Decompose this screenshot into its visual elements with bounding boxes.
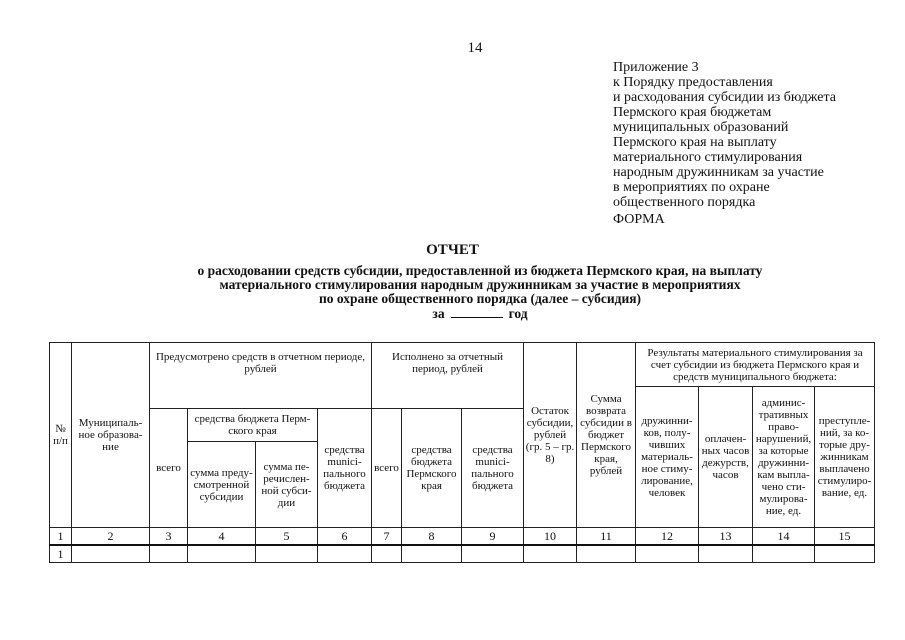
header-results-crimes: преступле-ний, за ко-торые дру-жинникам выплачено стимулиро-вание, ед. <box>815 387 875 528</box>
column-number: 2 <box>72 528 150 546</box>
table-cell[interactable] <box>318 545 372 563</box>
report-table <box>49 342 875 563</box>
header-results-people: дружинни-ков, полу-чивших материаль-ное стиму-лирование, человек <box>636 387 699 528</box>
appendix-line: Пермского края бюджетам <box>613 105 772 120</box>
table-cell[interactable] <box>256 545 318 563</box>
table-row <box>50 545 875 563</box>
period-prefix: за <box>432 306 445 321</box>
column-number: 14 <box>753 528 815 546</box>
form-label: ФОРМА <box>613 212 665 227</box>
table-cell: 1 <box>50 545 72 563</box>
document-subtitle <box>140 264 820 321</box>
appendix-line: общественного порядка <box>613 195 756 210</box>
header-planned-regional-group: средства бюджета Перм-ского края <box>188 409 317 442</box>
period-suffix: год <box>508 306 528 321</box>
header-refund: Сумма возврата субсидии в бюджет Пермского края, рублей <box>577 343 636 528</box>
header-number: № п/п <box>50 343 72 528</box>
appendix-line: Приложение 3 <box>613 60 699 75</box>
column-number: 8 <box>402 528 462 546</box>
table-cell[interactable] <box>188 545 256 563</box>
header-executed-regional: средства бюджета Пермского края <box>402 409 462 528</box>
header-planned-regional-split <box>188 442 317 527</box>
subtitle-line: по охране общественного порядка (далее – субсидия) <box>318 291 642 306</box>
column-number-row <box>50 528 875 546</box>
header-planned-regional-transferred: сумма пе-речислен-ной субси-дии <box>261 460 312 509</box>
table-cell[interactable] <box>815 545 875 563</box>
appendix-line: муниципальных образований <box>613 120 789 135</box>
subtitle-line: о расходовании средств субсидии, предоставленной из бюджета Пермского края, на выплату <box>197 263 763 278</box>
header-executed-group: Исполнено за отчетный период, рублей <box>372 343 524 409</box>
header-municipality: Муниципаль-ное образова-ние <box>72 343 150 528</box>
header-planned-municipal: средства munici-пального бюджета <box>318 409 372 528</box>
appendix-line: в мероприятиях по охране <box>613 180 770 195</box>
column-number: 11 <box>577 528 636 546</box>
header-executed-municipal: средства munici-пального бюджета <box>462 409 524 528</box>
header-results-group: Результаты материального стимулирования за счет субсидии из бюджета Пермского края и средств муниципального бюджета: <box>636 343 875 387</box>
table-cell[interactable] <box>636 545 699 563</box>
header-executed-total: всего <box>372 409 402 528</box>
appendix-line: народным дружинникам за участие <box>613 165 824 180</box>
header-planned-group: Предусмотрено средств в отчетном периоде, рублей <box>150 343 372 409</box>
header-planned-regional-cell <box>188 409 318 528</box>
column-number: 10 <box>524 528 577 546</box>
header-results-hours: оплачен-ных часов дежурств, часов <box>699 387 753 528</box>
page-number: 14 <box>467 40 483 56</box>
column-number: 3 <box>150 528 188 546</box>
appendix-block <box>613 60 903 210</box>
column-number: 1 <box>50 528 72 546</box>
column-number: 13 <box>699 528 753 546</box>
table-cell[interactable] <box>372 545 402 563</box>
column-number: 6 <box>318 528 372 546</box>
period-blank[interactable] <box>451 306 503 318</box>
column-number: 12 <box>636 528 699 546</box>
table-cell[interactable] <box>462 545 524 563</box>
appendix-line: и расходования субсидии из бюджета <box>613 90 836 105</box>
header-results-admin: админис-тративных право-нарушений, за которые дружинни-кам выпла-чено сти-мулирова-ние, ед. <box>753 387 815 528</box>
appendix-line: материального стимулирования <box>613 150 803 165</box>
header-balance: Остаток субсидии, рублей (гр. 5 – гр. 8) <box>524 343 577 528</box>
appendix-line: Пермского края на выплату <box>613 135 777 150</box>
table-cell[interactable] <box>72 545 150 563</box>
period-line <box>140 306 820 321</box>
column-number: 9 <box>462 528 524 546</box>
table-cell[interactable] <box>524 545 577 563</box>
table-cell[interactable] <box>402 545 462 563</box>
header-planned-regional-sum: сумма преду-смотренной субсидии <box>188 442 256 527</box>
column-number: 5 <box>256 528 318 546</box>
table-cell[interactable] <box>753 545 815 563</box>
column-number: 4 <box>188 528 256 546</box>
document-title: ОТЧЕТ <box>426 242 479 258</box>
column-number: 7 <box>372 528 402 546</box>
subtitle-line: материального стимулирования народным дружинникам за участие в мероприятиях <box>219 277 741 292</box>
table-cell[interactable] <box>699 545 753 563</box>
table-cell[interactable] <box>577 545 636 563</box>
header-planned-total: всего <box>150 409 188 528</box>
table-cell[interactable] <box>150 545 188 563</box>
appendix-line: к Порядку предоставления <box>613 75 773 90</box>
column-number: 15 <box>815 528 875 546</box>
